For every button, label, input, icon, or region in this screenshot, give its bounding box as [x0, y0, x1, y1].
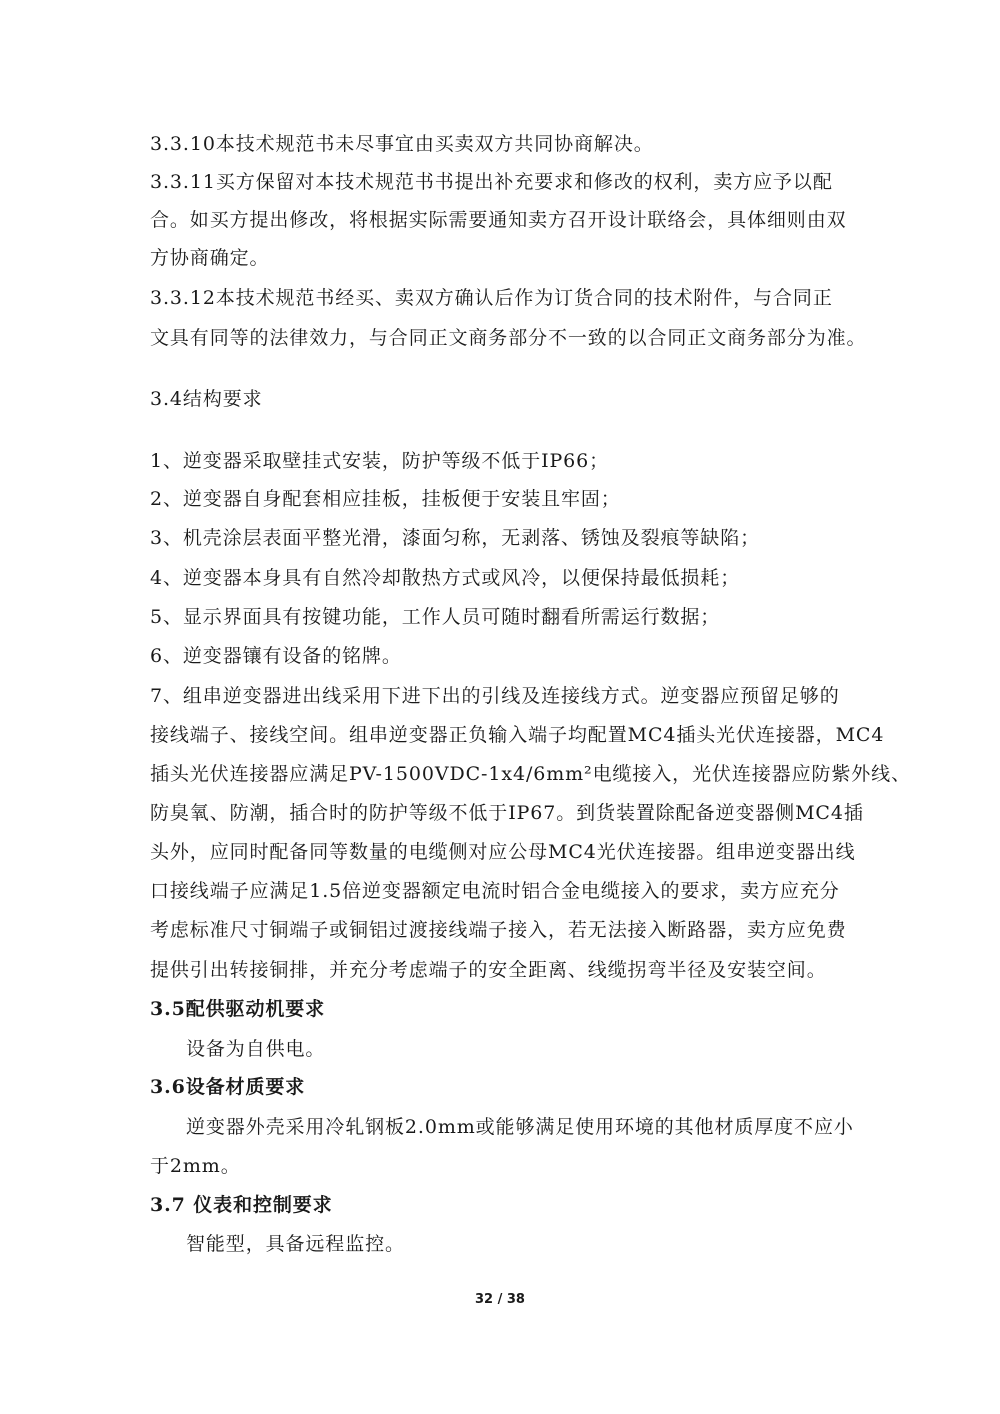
section-3-4-item-4: 4、逆变器本身具有自然冷却散热方式或风冷，以便保持最低损耗； [150, 567, 741, 589]
section-3-6-title: 3.6设备材质要求 [150, 1076, 306, 1098]
section-3-6-line-2: 于2mm。 [150, 1155, 241, 1177]
section-3-4-item-7-line-8: 提供引出转接铜排，并充分考虑端子的安全距离、线缆拐弯半径及安装空间。 [150, 959, 827, 981]
section-3-4-item-7-line-1: 7、组串逆变器进出线采用下进下出的引线及连接线方式。逆变器应预留足够的 [150, 685, 840, 707]
section-3-4-item-6: 6、逆变器镶有设备的铭牌。 [150, 645, 402, 667]
section-3-4-item-7-line-3: 插头光伏连接器应满足PV-1500VDC-1x4/6mm²电缆接入，光伏连接器应防紫外线、 [150, 763, 911, 785]
clause-3-3-12-line-2: 文具有同等的法律效力，与合同正文商务部分不一致的以合同正文商务部分为准。 [150, 327, 867, 349]
clause-3-3-10-line-1: 3.3.10本技术规范书未尽事宜由买卖双方共同协商解决。 [150, 133, 654, 155]
section-3-5-line-1: 设备为自供电。 [186, 1038, 326, 1060]
section-3-4-item-2: 2、逆变器自身配套相应挂板，挂板便于安装且牢固； [150, 488, 621, 510]
section-3-7-title: 3.7 仪表和控制要求 [150, 1194, 333, 1216]
section-3-4-item-5: 5、显示界面具有按键功能，工作人员可随时翻看所需运行数据； [150, 606, 721, 628]
clause-3-3-11-line-1: 3.3.11买方保留对本技术规范书书提出补充要求和修改的权利，卖方应予以配 [150, 171, 833, 193]
section-3-6-line-1: 逆变器外壳采用冷轧钢板2.0mm或能够满足使用环境的其他材质厚度不应小 [186, 1116, 854, 1138]
section-3-4-title: 3.4结构要求 [150, 388, 263, 410]
section-3-4-item-7-line-2: 接线端子、接线空间。组串逆变器正负输入端子均配置MC4插头光伏连接器，MC4 [150, 724, 885, 746]
section-3-4-item-7-line-6: 口接线端子应满足1.5倍逆变器额定电流时铝合金电缆接入的要求，卖方应充分 [150, 880, 840, 902]
section-3-5-title: 3.5配供驱动机要求 [150, 998, 326, 1020]
section-3-4-item-7-line-5: 头外，应同时配备同等数量的电缆侧对应公母MC4光伏连接器。组串逆变器出线 [150, 841, 856, 863]
section-3-7-line-1: 智能型，具备远程监控。 [186, 1233, 405, 1255]
section-3-4-item-3: 3、机壳涂层表面平整光滑，漆面匀称，无剥落、锈蚀及裂痕等缺陷； [150, 527, 760, 549]
clause-3-3-11-line-2: 合。如买方提出修改，将根据实际需要通知卖方召开设计联络会，具体细则由双 [150, 209, 847, 231]
section-3-4-item-7-line-7: 考虑标准尺寸铜端子或铜铝过渡接线端子接入，若无法接入断路器，卖方应免费 [150, 919, 847, 941]
page-number: 32 / 38 [475, 1292, 525, 1307]
clause-3-3-12-line-1: 3.3.12本技术规范书经买、卖双方确认后作为订货合同的技术附件，与合同正 [150, 287, 833, 309]
clause-3-3-11-line-3: 方协商确定。 [150, 247, 270, 269]
section-3-4-item-7-line-4: 防臭氧、防潮，插合时的防护等级不低于IP67。到货装置除配备逆变器侧MC4插 [150, 802, 864, 824]
section-3-4-item-1: 1、逆变器采取壁挂式安装，防护等级不低于IP66； [150, 450, 610, 472]
